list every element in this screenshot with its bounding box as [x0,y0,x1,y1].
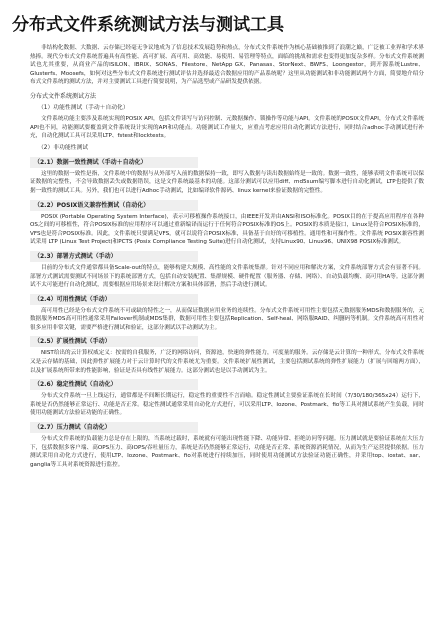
intro-paragraph: 非结构化数据、大数据、云存储已经毫无争议地成为了信息技术发展趋势和热点，分布式文件系统作为核心基础被推到了浪潮之巅，广泛被工业界和学术界热捧。现代分布式文件系统普遍具有高性能、高可扩展、高可用、高效能、易使用、易管理等特点，面临的挑战和需求也变得更加复杂多样。分布式文件系统测试也尤其重要，从商业产品的ISILON、IBRIX、SONAS、Filestore、NetApp GX、Panasas、StorNext、BWFS、Loongestor，到开源系统Lustre、Glusterfs、Moosefs，如何对这些分布式文件系统进行测试评估并选择最适合数据应用的产品系统呢？这里从功能测试和非功能测试两个方面，简要地介绍分布式文件系统的测试方法，并对主要测试工具进行简要说明，为产品选型或产品研发提供依据。 [30,45,424,86]
nonfunctional-test-heading: （2）非功能性测试 [38,144,89,151]
consistency-test-heading: （2.1）数据一致性测试（手动＋自动化） [30,157,198,168]
posix-test-paragraph: POSIX (Portable Operating System Interface)，表示可移植操作系统接口，由IEEE开发并由ANSI和ISO标准化。POSIX目的在于提高应用程序在各种OS之间的可移植性，符合POSIX标准的应用程序可以通过重新编译而运行于任何符合POSIX标准的OS上。POSIX的本质是接口，Linux是符合POSIX标准的，VFS也是符合POSIX标准。因此，文件系统只要满足VFS，就可以说符合POSIX标准，具备基于自好的可移植性。通用性和可操作性。文件系统 POSIX兼容性测试采用 LTP (Linux Test Project)和PCTS (Posix Compliance Testing Suite)进行自动化测试，支持Linux90、Linux96、UNIX98 POSIX标准测试。 [30,213,424,246]
availability-test-heading: （2.4）可用性测试（手动） [30,294,198,305]
stress-test-heading: （2.7）压力测试（自动化） [30,422,198,433]
functional-test-heading: （1）功能性测试（手动＋自动化） [38,104,129,111]
availability-test-paragraph: 高可用性已经是分布式文件系统不可或缺的特性之一，从而保证数据应用业务的连续性。分布式文件系统可用性主要包括元数据服务MDS和数据服务的，元数据服务MDS高可用性通常采用Failover机制或MDS集群，数据可用性主要包括Replication、Self-heal、网络服RAID、纠删码等机制。文件系统高可用性对很多应用非常关键，需要严格进行测试和验证，这部分测试以手动测试为主。 [30,307,424,331]
doc-title: 分布式文件系统测试方法与测试工具 [12,15,284,35]
posix-test-heading: （2.2）POSIX语义兼容性测试（自动化） [30,200,198,211]
deployment-test-paragraph: 目前的分布式文件通常都具备Scale-out的特点，能够构建大规模、高性能的文件系统集群。针对不同应用和解决方案，文件系统部署方式会有显著不同。部署方式测试需要测试不同场景下的系统部署方式，包括自动安装配置、集群规模、硬件配置（服务器、存储、网络）、自动负载均衡、高可用HA等。这部分测试不太可能进行自动化测试，需要根据应用场景来设计解决方案和具体部署，然后手动进行测试。 [30,264,424,289]
scalability-test-paragraph: NIST给出的云计算权威定义：按需的自我服务，广泛的网络访问，资源池，快速的弹性能力，可度量的服务。云存储是云计算的一种形式，分布式文件系统又是云存储的基础，因此弹性扩展能力对于云计算时代的文件系统尤为重要。文件系统扩展性测试，主要包括测试系统的弹性扩展能力（扩展与回缩两方面），以及扩展系统所带来的性能影响，验证是否具有线性扩展能力。这部分测试也是以手动测试为主。 [30,350,424,374]
deployment-test-heading: （2.3）部署方式测试（手动） [30,251,198,262]
functional-test-paragraph: 文件系统功能主要涉及系统实现的POSIX API，包括文件读写与访问控制、元数据操作、锁操作等功能与API。文件系统的POSIX文件API，分布式文件系统API也不同，功能测试要覆盖到文件系统设计实现的API和功能点。功能测试工作量大，应重点考虑应用自动化测试方法进行，同时结合adhoc手动测试进行补充，自动化测试工具可以采用LTP、fstest和locktests。 [30,115,424,140]
consistency-test-paragraph: 这里的数据一致性是指，文件系统中的数据与从外部写入前的数据保持一致，即写入数据与读出数据始终是一致的。数据一致性，能够表明文件系统可以保证数据的完整性，不会导致数据丢失或数据错误，这是文件系统最基本的功能。这部分测试可以应用diff、md5sum编写脚本进行自动化测试，LTP也提供了数据一致性的测试工具。另外，我们也可以进行Adhoc手动测试，比如编译软件源码、linux kernel来验证数据的完整性。 [30,170,424,194]
stability-test-paragraph: 分布式文件系统一旦上线运行，通常都是不间断长期运行，稳定性的重要性不言而喻。稳定性测试主要验证系统在长时间（7/30/180/365x24）运行下，系统是否仍然能够正常运行、功能是否正常。稳定性测试通常采用自动化方式进行，可以采用LTP、Iozone、Postmark、fio等工具对测试系统产生负载，同时使用功能测试方法验证功能的正确性。 [30,393,424,417]
stability-test-heading: （2.6）稳定性测试（自动化） [30,379,198,390]
stress-test-paragraph: 分布式文件系统的负载能力总是存在上限的，当系统过载时，系统就有可能出现性能下降、功能异常、拒绝访问等问题。压力测试就是要验证系统在大压力下，包括数据多客户端、高OPS压力、高IOPS/吞吐量压力，系统是否仍然能够正常运行，功能是否正常、系统资源消耗情况，从而为生产运营提供依据。压力测试采用自动化方式进行，使用LTP、Iozone、Postmark、fio对系统进行持续加压，同时使用功能测试方法验证功能正确性，并采用top、iostat、sar、ganglia等工具对系统资源进行监控。 [30,436,424,468]
section-heading: 分布式文件系统测试方法 [30,92,97,100]
scalability-test-heading: （2.5）扩展性测试（手动） [30,336,198,347]
